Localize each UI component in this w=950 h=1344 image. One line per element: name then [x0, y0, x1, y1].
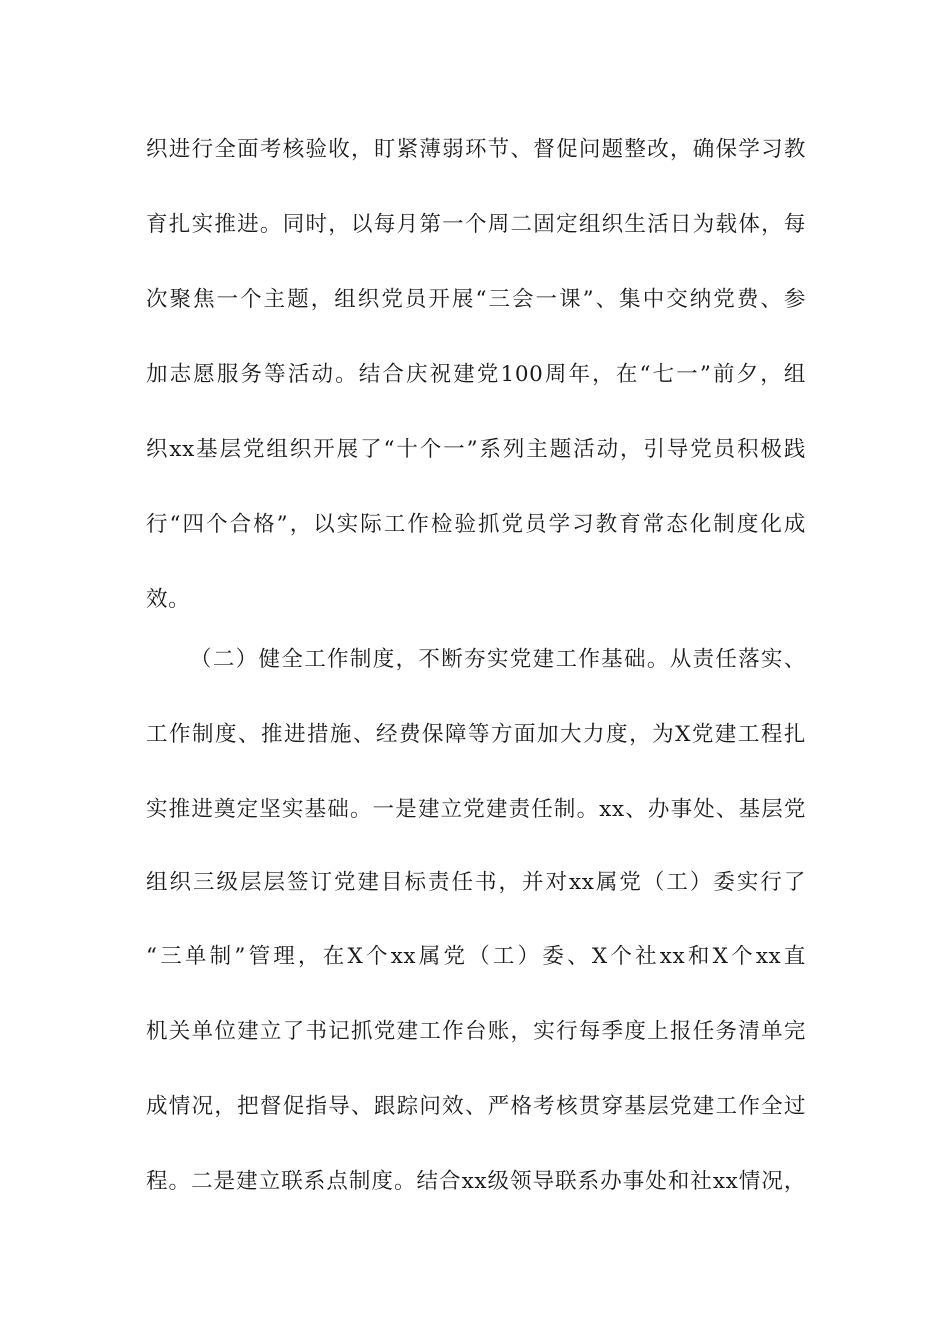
paragraph-line: 育扎实推进。同时，以每月第一个周二固定组织生活日为载体，每: [146, 212, 806, 237]
paragraph-line: 次聚焦一个主题，组织党员开展“三会一课”、集中交纳党费、参: [146, 287, 806, 312]
paragraph-line: 成情况，把督促指导、跟踪问效、严格考核贯穿基层党建工作全过: [146, 1094, 806, 1119]
paragraph-line: 程。二是建立联系点制度。结合xx级领导联系办事处和社xx情况，: [146, 1169, 806, 1194]
paragraph-line: 实推进奠定坚实基础。一是建立党建责任制。xx、办事处、基层党: [146, 797, 806, 822]
paragraph-line: 加志愿服务等活动。结合庆祝建党100周年，在“七一”前夕，组: [146, 362, 806, 387]
paragraph-line: 效。: [146, 587, 191, 612]
section-heading-line: （二）健全工作制度，不断夯实党建工作基础。从责任落实、: [190, 647, 806, 672]
paragraph-line: 工作制度、推进措施、经费保障等方面加大力度，为X党建工程扎: [146, 722, 806, 747]
paragraph-line: 机关单位建立了书记抓党建工作台账，实行每季度上报任务清单完: [146, 1019, 806, 1044]
paragraph-line: 行“四个合格”，以实际工作检验抓党员学习教育常态化制度化成: [146, 512, 806, 537]
paragraph-line: 织进行全面考核验收，盯紧薄弱环节、督促问题整改，确保学习教: [146, 137, 806, 162]
paragraph-line: 组织三级层层签订党建目标责任书，并对xx属党（工）委实行了: [146, 870, 806, 895]
paragraph-line: 织xx基层党组织开展了“十个一”系列主题活动，引导党员积极践: [146, 437, 806, 462]
paragraph-line: “三单制”管理，在X个xx属党（工）委、X个社xx和X个xx直: [146, 944, 806, 969]
